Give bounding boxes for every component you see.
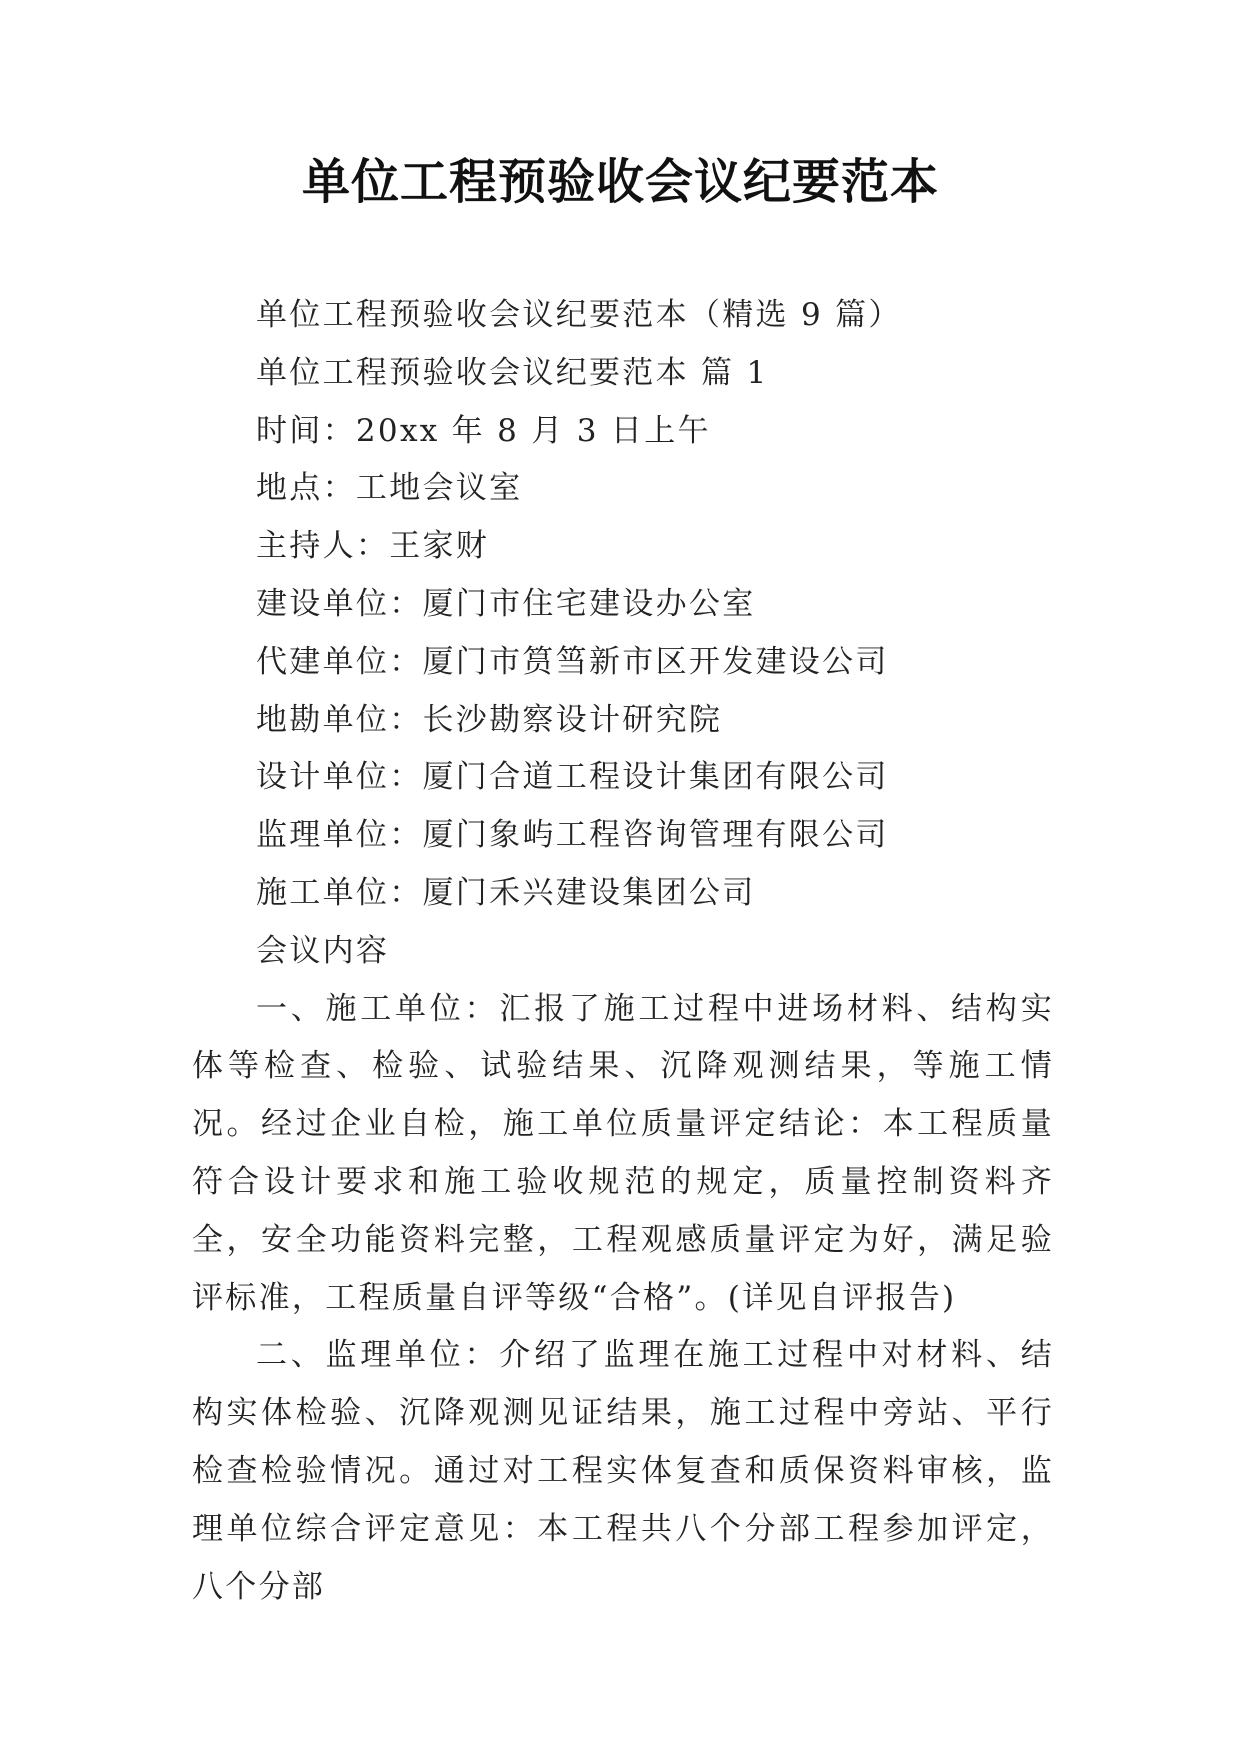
meeting-time: 时间：20xx 年 8 月 3 日上午 (256, 412, 711, 449)
paragraph-builder-report: 一、施工单位：汇报了施工过程中进场材料、结构实体等检查、检验、试验结果、沉降观测结果，等施工情况。经过企业自检，施工单位质量评定结论：本工程质量符合设计要求和施工验收规范的规定，质量控制资料齐全，安全功能资料完整，工程观感质量评定为好，满足验评标准，工程质量自评等级“合格”。(详见自评报告) (192, 990, 1054, 1316)
design-unit: 设计单位：厦门合道工程设计集团有限公司 (256, 759, 889, 796)
survey-unit: 地勘单位：长沙勘察设计研究院 (256, 701, 723, 738)
supervision-unit: 监理单位：厦门象屿工程咨询管理有限公司 (256, 817, 889, 854)
subtitle-line: 单位工程预验收会议纪要范本（精选 9 篇） (256, 297, 902, 333)
document-title: 单位工程预验收会议纪要范本 (301, 154, 939, 210)
meeting-content-heading: 会议内容 (256, 932, 390, 969)
meeting-location: 地点：工地会议室 (256, 470, 523, 507)
agent-construction-unit: 代建单位：厦门市筼筜新市区开发建设公司 (256, 643, 889, 680)
meeting-host: 主持人：王家财 (256, 528, 490, 565)
section-heading: 单位工程预验收会议纪要范本 篇 1 (256, 354, 769, 391)
builder-unit: 施工单位：厦门禾兴建设集团公司 (256, 874, 756, 911)
construction-unit: 建设单位：厦门市住宅建设办公室 (256, 585, 756, 622)
paragraph-supervision-report: 二、监理单位：介绍了监理在施工过程中对材料、结构实体检验、沉降观测见证结果，施工过程中旁站、平行检查检验情况。通过对工程实体复查和质保资料审核，监理单位综合评定意见：本工程共八个分部工程参加评定，八个分部 (192, 1337, 1054, 1605)
document-body (192, 287, 1054, 1616)
